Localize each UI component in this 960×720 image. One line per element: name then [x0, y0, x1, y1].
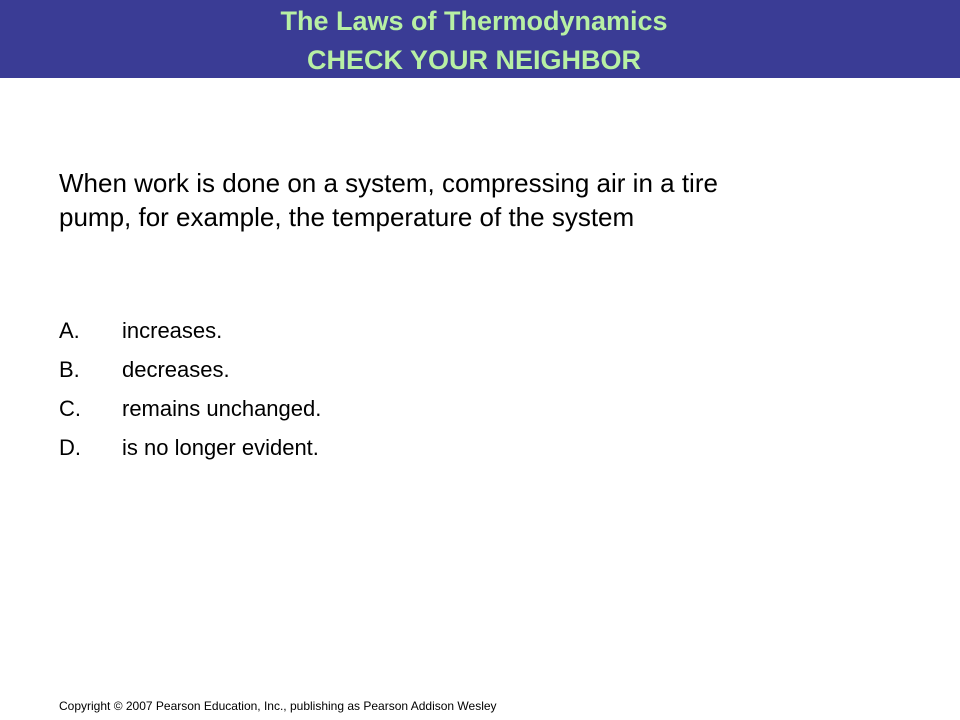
option-text: is no longer evident.	[122, 435, 319, 460]
slide-subtitle: CHECK YOUR NEIGHBOR	[306, 45, 642, 75]
option-letter: D.	[59, 435, 81, 460]
copyright-footer: Copyright © 2007 Pearson Education, Inc., publishing as Pearson Addison Wesley	[59, 699, 497, 713]
option-letter: A.	[59, 318, 80, 343]
option-letter: C.	[59, 396, 81, 421]
option-text: decreases.	[122, 357, 230, 382]
answer-option-d	[59, 428, 321, 467]
option-text: remains unchanged.	[122, 396, 322, 421]
option-letter: B.	[59, 357, 80, 382]
slide-title: The Laws of Thermodynamics	[280, 6, 668, 36]
option-text: increases.	[122, 318, 223, 343]
slide-header	[0, 0, 960, 78]
answer-options	[59, 311, 321, 467]
answer-option-b	[59, 350, 321, 389]
question-text	[59, 166, 919, 234]
question-line-1: When work is done on a system, compressing air in a tire	[59, 168, 718, 198]
answer-option-a	[59, 311, 321, 350]
question-line-2: pump, for example, the temperature of the system	[59, 202, 635, 232]
answer-option-c	[59, 389, 321, 428]
